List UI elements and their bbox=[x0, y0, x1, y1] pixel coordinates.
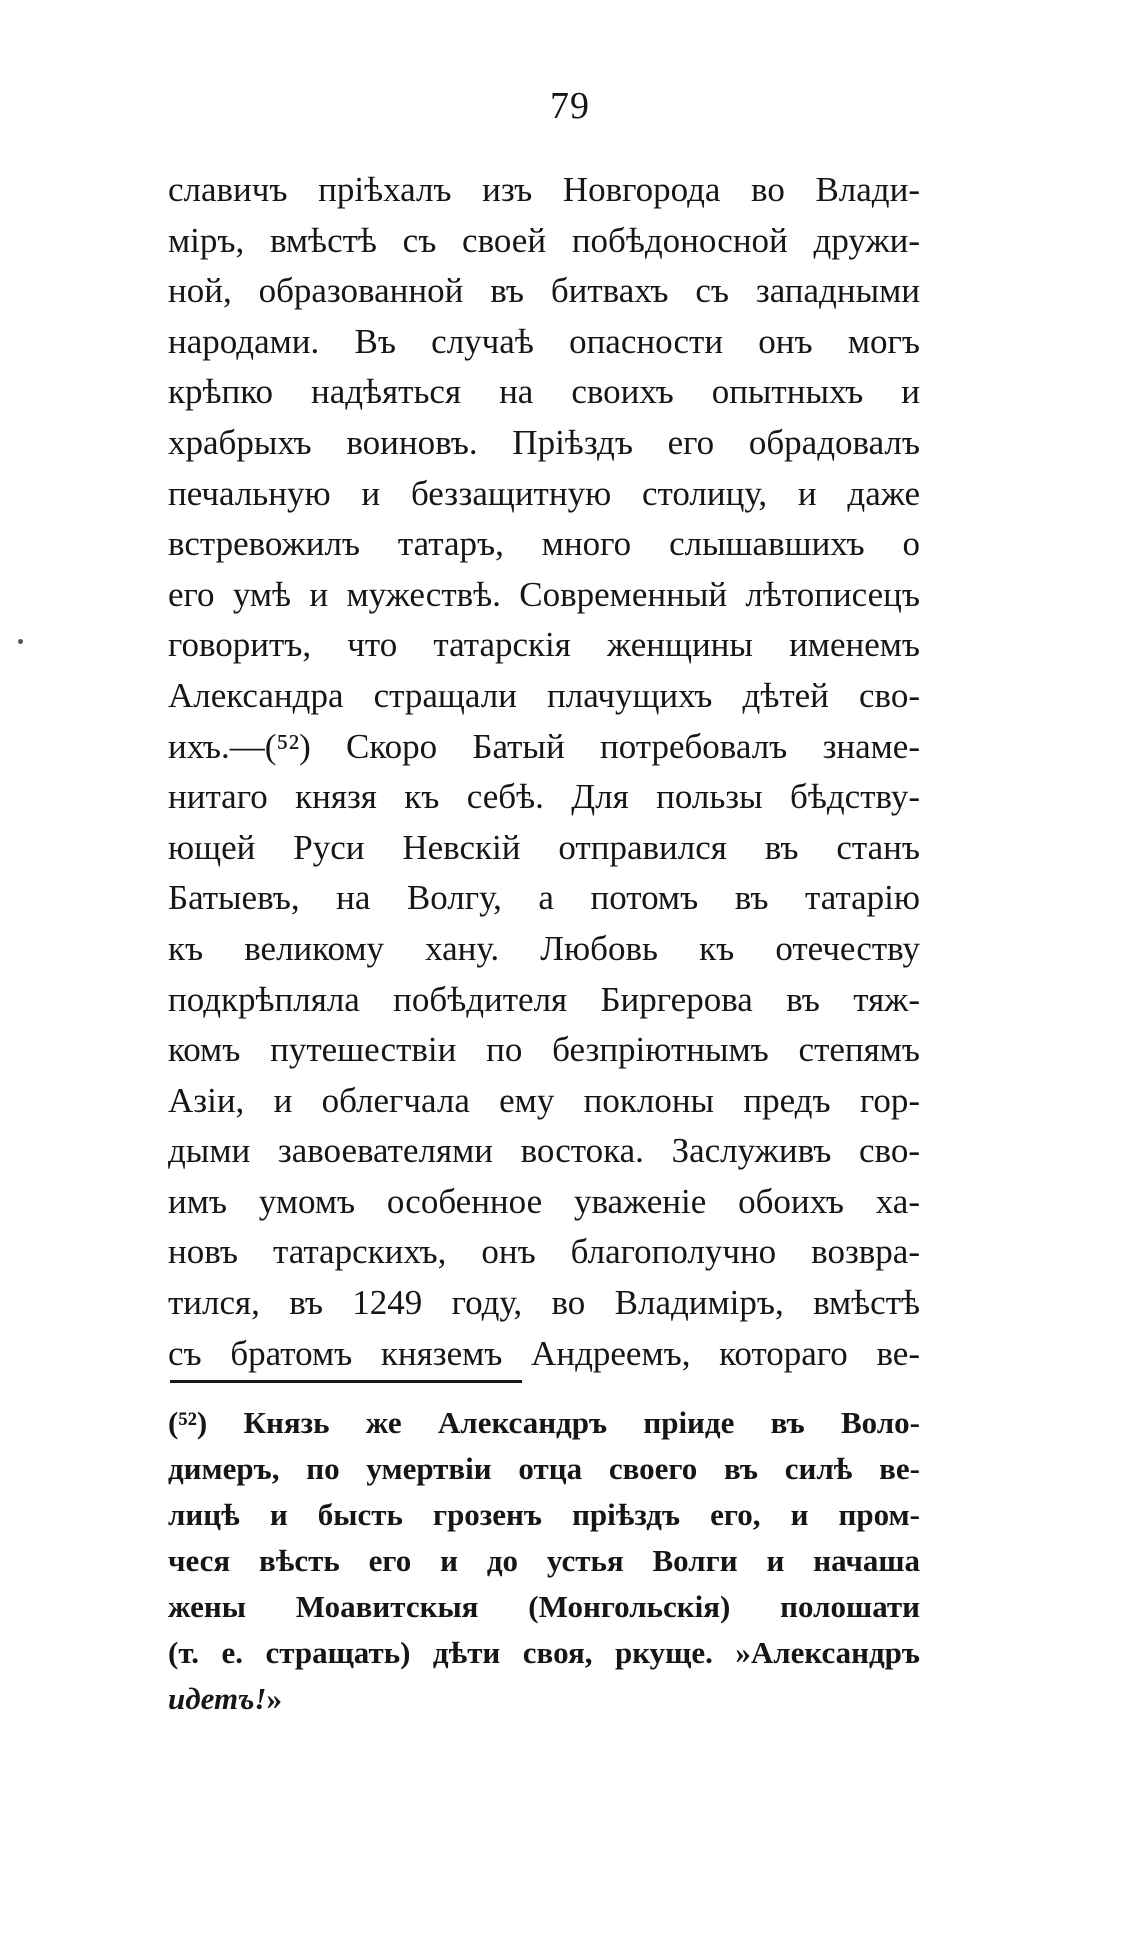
text-line: ной, образованной въ битвахъ съ западными bbox=[168, 271, 920, 311]
footnote-line: (⁵²) Князь же Александръ пріиде въ Воло- bbox=[168, 1405, 920, 1440]
text-line: его умѣ и мужествѣ. Современный лѣтописецъ bbox=[168, 574, 920, 614]
footnote-line: лицѣ и бысть грозенъ пріѣздъ его, и пром- bbox=[168, 1497, 920, 1532]
text-line: храбрыхъ воиновъ. Пріѣздъ его обрадовалъ bbox=[168, 422, 920, 462]
text-line: новъ татарскихъ, онъ благополучно возвра- bbox=[168, 1232, 920, 1272]
footnote bbox=[168, 1400, 920, 1722]
text-line: дыми завоевателями востока. Заслуживъ сво- bbox=[168, 1131, 920, 1171]
text-line: Батыевъ, на Волгу, а потомъ въ татарію bbox=[168, 878, 920, 918]
text-line: крѣпко надѣяться на своихъ опытныхъ и bbox=[168, 372, 920, 412]
footnote-italic-text: идетъ! bbox=[168, 1681, 267, 1716]
text-line: тился, въ 1249 году, во Владиміръ, вмѣстѣ bbox=[168, 1283, 920, 1323]
text-line: Александра стращали плачущихъ дѣтей сво- bbox=[168, 675, 920, 715]
page-speck bbox=[18, 639, 23, 644]
main-text bbox=[168, 165, 920, 1379]
text-line: славичъ пріѣхалъ изъ Новгорода во Влади- bbox=[168, 170, 920, 209]
footnote-line: чеся вѣсть его и до устья Волги и начаша bbox=[168, 1543, 920, 1578]
text-line: имъ умомъ особенное уваженіе обоихъ ха- bbox=[168, 1181, 920, 1221]
footnote-line: жены Моавитскыя (Монгольскія) полошати bbox=[168, 1589, 920, 1624]
text-line: комъ путешествіи по безпріютнымъ степямъ bbox=[168, 1030, 920, 1070]
footnote-line: (т. е. стращать) дѣти своя, ркуще. »Александръ bbox=[168, 1635, 920, 1670]
text-line: встревожилъ татаръ, много слышавшихъ о bbox=[168, 524, 920, 564]
page-number: 79 bbox=[550, 85, 590, 127]
footnote-line: димеръ, по умертвіи отца своего въ силѣ ве- bbox=[168, 1451, 920, 1486]
text-line: нитаго князя къ себѣ. Для пользы бѣдству- bbox=[168, 777, 920, 817]
footnote-divider bbox=[170, 1380, 522, 1383]
footnote-last-line bbox=[168, 1676, 920, 1722]
text-line: съ братомъ княземъ Андреемъ, котораго ве- bbox=[168, 1333, 920, 1373]
text-line: печальную и беззащитную столицу, и даже bbox=[168, 473, 920, 513]
text-line: Азіи, и облегчала ему поклоны предъ гор- bbox=[168, 1080, 920, 1120]
text-line: міръ, вмѣстѣ съ своей побѣдоносной дружи- bbox=[168, 220, 920, 260]
text-line: подкрѣпляла побѣдителя Биргерова въ тяж- bbox=[168, 979, 920, 1019]
text-line: ихъ.—(⁵²) Скоро Батый потребовалъ знаме- bbox=[168, 726, 920, 766]
text-line: къ великому хану. Любовь къ отечеству bbox=[168, 928, 920, 968]
footnote-closing-quote: » bbox=[266, 1681, 282, 1716]
text-line: ющей Руси Невскій отправился въ станъ bbox=[168, 827, 920, 867]
text-line: говоритъ, что татарскія женщины именемъ bbox=[168, 625, 920, 665]
text-line: народами. Въ случаѣ опасности онъ могъ bbox=[168, 321, 920, 361]
